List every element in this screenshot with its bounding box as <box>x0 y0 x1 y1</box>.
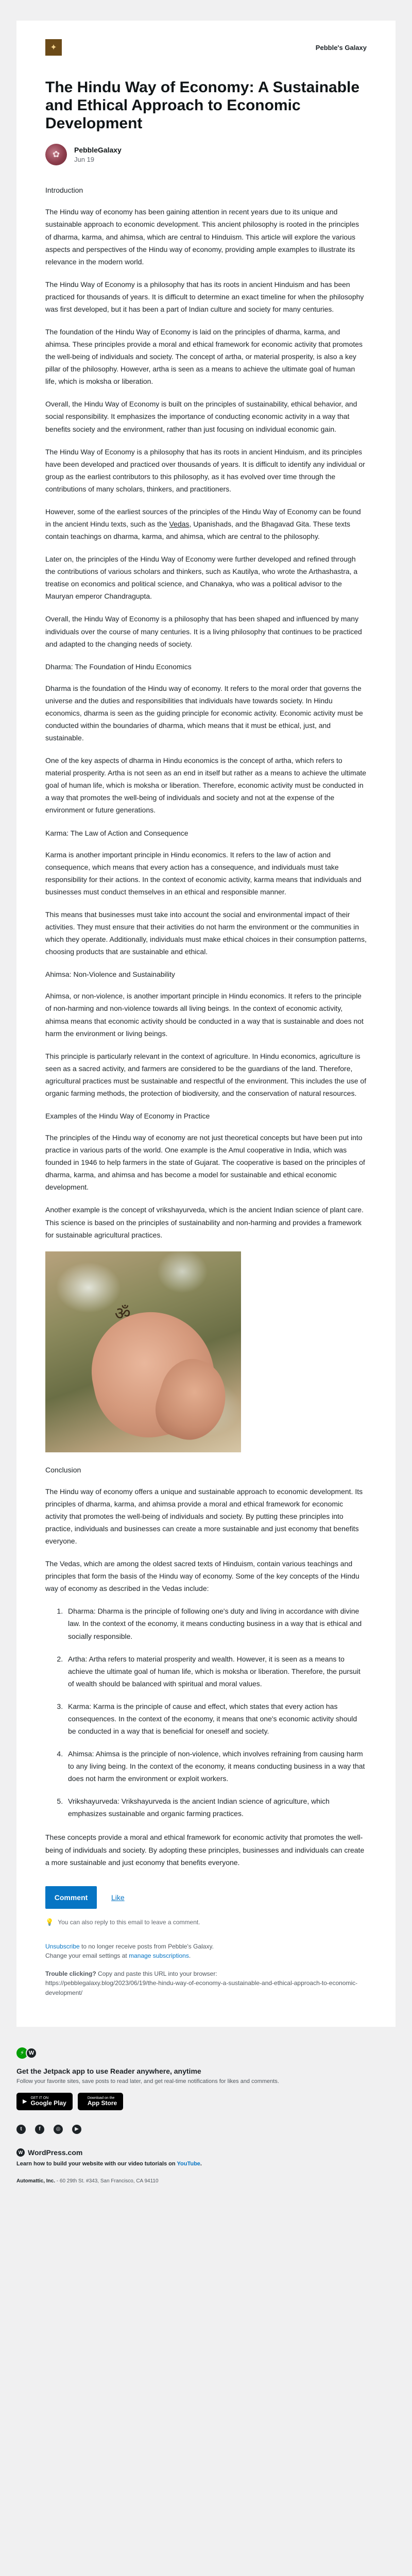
paragraph: This means that businesses must take into account the social and environmental impact of their activities. They must ensure that their activities do not harm the environment or the communities in which they operate. Additionally, individuals must make ethical choices in their consumption patterns, choosing products that are sustainable and ethical. <box>45 910 367 956</box>
social-links <box>16 2125 396 2134</box>
company-address <box>16 2178 396 2201</box>
like-link[interactable]: Like <box>111 1893 125 1902</box>
card-header <box>45 39 367 56</box>
paragraph: Karma is another important principle in Hindu economics. It refers to the law of action and consequence, which means that every action has a consequence, and individuals must take responsibility for their actions. In the context of economic activity, karma means that individuals and businesses must conduct themselves in an ethical and responsible manner. <box>45 850 362 896</box>
wordpress-logo-icon: W <box>16 2148 25 2157</box>
seed-in-hands-photo[interactable] <box>45 1251 241 1452</box>
section-heading: Introduction <box>45 186 83 195</box>
list-item: 5. Vrikshayurveda: Vrikshayurveda is the ancient Indian science of agriculture, which emphasizes sustainable and organic farming practices. <box>65 1795 367 1820</box>
section-heading: Karma: The Law of Action and Consequence <box>45 828 188 837</box>
post-date: Jun 19 <box>74 156 95 164</box>
wordpress-com-brand[interactable] <box>16 2148 396 2157</box>
lightbulb-icon: 💡 <box>45 1918 54 1926</box>
paragraph: The Hindu Way of Economy is a philosophy that has its roots in ancient Hinduism, and its principles have been developed and practiced over thousands of years. It is difficult to identify any individual or group as the earliest contributors to this philosophy, as it has evolved over time through the contributions of many scholars, thinkers, and practitioners. <box>45 447 365 493</box>
app-store-small: Download on the <box>87 2096 115 2100</box>
twitter-icon[interactable]: t <box>16 2125 26 2134</box>
site-name[interactable]: Pebble's Galaxy <box>315 43 367 52</box>
promo-text: Follow your favorite sites, save posts to read later, and get real-time notifications for likes and comments. <box>16 2078 279 2084</box>
list-item: 4. Ahimsa: Ahimsa is the principle of non-violence, which involves refraining from causing harm to any living being. In the context of the economy, it means conducting business in a way that does not harm the environment or exploit workers. <box>65 1748 367 1785</box>
paragraph-text: However, some of the earliest sources of the principles of the Hindu Way of Economy can be found in the ancient Hindu texts, such as the <box>45 507 361 528</box>
facebook-icon[interactable]: f <box>35 2125 44 2134</box>
concepts-list <box>45 1605 367 1820</box>
unsubscribe-text: to no longer receive posts from Pebble's Galaxy. <box>79 1942 214 1950</box>
youtube-icon[interactable]: ▶ <box>72 2125 81 2134</box>
post-actions <box>45 1886 367 1909</box>
wordpress-com-name: WordPress.com <box>28 2148 83 2157</box>
unsubscribe-line <box>45 1942 367 1961</box>
paragraph: The Hindu way of economy has been gaining attention in recent years due to its unique and sustainable approach to economic development. This ancient philosophy is rooted in the principles of dharma, karma, and ahimsa, which are central to Hinduism. This article will explore the various aspects and perspectives of the Hindu way of economy, providing ample examples to illustrate its relevance in the modern world. <box>45 208 359 266</box>
manage-subscriptions-link[interactable]: manage subscriptions <box>129 1952 189 1960</box>
learn-text: Learn how to build your website with our video tutorials on <box>16 2160 177 2167</box>
paragraph: Dharma is the foundation of the Hindu way of economy. It refers to the moral order that governs the universe and the duties and responsibilities that individuals have towards society. In Hindu economics, dharma is seen as the guiding principle for economic activity. Economic activity must be conducted within the boundaries of dharma, which means that it must be ethical, just, and sustainable. <box>45 684 363 742</box>
jetpack-icon: ⚡ <box>16 2047 28 2059</box>
paragraph <box>45 505 367 543</box>
paragraph: The foundation of the Hindu Way of Economy is laid on the principles of dharma, karma, and ahimsa. These principles provide a moral and ethical framework for economic activity that promotes the well-being of individuals and society. The concept of artha, or material prosperity, is also a key pillar of the philosophy. However, artha is seen as a means to achieve the ultimate goal of human life, which is moksha or liberation. <box>45 327 363 386</box>
section-heading: Dharma: The Foundation of Hindu Economics <box>45 662 192 671</box>
app-logos <box>16 2047 396 2059</box>
youtube-link[interactable]: YouTube <box>177 2160 200 2167</box>
paragraph: Overall, the Hindu Way of Economy is built on the principles of sustainability, ethical behavior, and social responsibility. It emphasizes the importance of conducting economic activity in a way that benefits society and the environment, rather than just focusing on individual economic gain. <box>45 400 357 433</box>
app-store-badge[interactable] <box>78 2093 123 2110</box>
jetpack-promo <box>16 2027 396 2201</box>
om-seed-icon: ॐ <box>114 1304 131 1324</box>
learn-line <box>16 2161 396 2167</box>
paragraph: One of the key aspects of dharma in Hindu economics is the concept of artha, which refers to material prosperity. Artha is not seen as an end in itself but rather as a means to achieve the ultimate goal of human life, which is moksha or liberation. Therefore, economic activity must be conducted in a way that promotes the well-being of individuals and society and not at the expense of the environment or future generations. <box>45 756 367 815</box>
unsubscribe-link[interactable]: Unsubscribe <box>45 1942 80 1950</box>
post-content <box>45 184 367 1868</box>
google-play-small: GET IT ON <box>30 2096 49 2100</box>
google-play-label: Google Play <box>30 2099 66 2107</box>
author-name[interactable]: PebbleGalaxy <box>74 146 122 155</box>
paragraph: The Hindu way of economy offers a unique and sustainable approach to economic development. Its principles of dharma, karma, and ahimsa provide a moral and ethical framework for economic activity that promotes the well-being of individuals and society. By putting these principles into practice, individuals and businesses can create a more sustainable and just economy that benefits everyone. <box>45 1487 363 1546</box>
site-logo-icon[interactable]: ✦ <box>45 39 62 56</box>
learn-suffix: . <box>200 2160 202 2167</box>
avatar[interactable]: ✿ <box>45 144 67 165</box>
google-play-badge[interactable] <box>16 2093 73 2110</box>
paragraph: Another example is the concept of vrikshayurveda, which is the ancient Indian science of plant care. This science is based on the principles of sustainability and non-harming and provides a framework for sustainable agricultural practices. <box>45 1206 364 1239</box>
paragraph: The principles of the Hindu way of economy are not just theoretical concepts but have been put into practice in various parts of the world. One example is the Amul cooperative in India, which was founded in 1946 to help farmers in the state of Gujarat. The cooperative is based on the principles of dharma, karma, and ahimsa and has become a model for sustainable and ethical economic development. <box>45 1133 365 1192</box>
footer-notes <box>45 1942 367 1998</box>
address-text: - 60 29th St. #343, San Francisco, CA 94110 <box>55 2178 159 2184</box>
paragraph: Ahimsa, or non-violence, is another important principle in Hindu economics. It refers to the principle of non-harming and non-violence towards all living beings. In the context of economic activity, ahimsa means that economic activity should be conducted in a way that is sustainable and does not harm the environment or living beings. <box>45 992 364 1038</box>
list-item: 1. Dharma: Dharma is the principle of following one's duty and living in accordance with divine law. In the context of the economy, it means conducting business in a way that is ethical and socially responsible. <box>65 1605 367 1642</box>
company-name: Automattic, Inc. <box>16 2178 56 2184</box>
app-store-label: App Store <box>87 2099 117 2107</box>
comment-button[interactable]: Comment <box>45 1886 97 1909</box>
section-heading: Conclusion <box>45 1465 81 1474</box>
change-settings-suffix: . <box>188 1952 191 1960</box>
paragraph: The Hindu Way of Economy is a philosophy that has its roots in ancient Hinduism and has been practiced for thousands of years. It is difficult to determine an exact timeline for when the philosophy was first developed, but it has been a part of Indian culture and society for many centuries. <box>45 280 364 313</box>
post-title[interactable]: The Hindu Way of Economy: A Sustainable and Ethical Approach to Economic Development <box>45 79 360 132</box>
section-heading: Ahimsa: Non-Violence and Sustainability <box>45 970 175 979</box>
paragraph-text: , Upanishads, and the Bhagavad Gita. These texts contain teachings on dharma, karma, and ahimsa, which are central to the philosophy. <box>45 520 351 541</box>
wordpress-icon: W <box>26 2047 37 2059</box>
paragraph: This principle is particularly relevant in the context of agriculture. In Hindu economics, agriculture is seen as a sacred activity, and farmers are considered to be the guardians of the land. Therefore, agricultural practices must be sustainable and respectful of the environment. This includes the use of organic farming methods, the protection of biodiversity, and the conservation of natural resources. <box>45 1052 367 1097</box>
paragraph: These concepts provide a moral and ethical framework for economic activity that promotes the well-being of individuals and society. By adopting these principles, businesses and individuals can create a more sustainable and just economy that benefits everyone. <box>45 1833 365 1867</box>
instagram-icon[interactable]: ◎ <box>54 2125 63 2134</box>
reply-note <box>45 1918 367 1926</box>
list-item: 2. Artha: Artha refers to material prosperity and wealth. However, it is seen as a means to achieve the ultimate goal of human life, which is moksha or liberation. Therefore, the pursuit of wealth should be balanced with spiritual and moral values. <box>65 1653 367 1690</box>
list-item: 3. Karma: Karma is the principle of cause and effect, which states that every action has consequences. In the context of the economy, it means that one's economic activity should be conducted in a way that is beneficial for oneself and society. <box>65 1700 367 1737</box>
paragraph: Overall, the Hindu Way of Economy is a philosophy that has been shaped and influenced by many individuals over the course of many centuries. It is a living philosophy that continues to be practiced and adapted to the changing needs of society. <box>45 615 362 648</box>
reply-note-text: You can also reply to this email to leave a comment. <box>58 1918 200 1926</box>
trouble-line <box>45 1969 367 1998</box>
change-settings-text: Change your email settings at <box>45 1952 129 1960</box>
post-card <box>16 21 396 2027</box>
store-badges <box>16 2093 396 2110</box>
paragraph: Later on, the principles of the Hindu Way of Economy were further developed and refined through the contributions of various scholars and thinkers, such as Kautilya, who wrote the Arthashastra, a treatise on economics and political science, and Chanakya, who was a political advisor to the Mauryan emperor Chandragupta. <box>45 555 358 601</box>
author-block <box>45 144 367 165</box>
paragraph: The Vedas, which are among the oldest sacred texts of Hinduism, contain various teachings and principles that form the basis of the Hindu way of economy. Some of the key concepts of the Hindu way of economy as described in the Vedas include: <box>45 1560 359 1593</box>
promo-title: Get the Jetpack app to use Reader anywhere, anytime <box>16 2066 201 2075</box>
play-icon: ▶ <box>23 2098 27 2105</box>
post-url[interactable]: https://pebblegalaxy.blog/2023/06/19/the-hindu-way-of-economy-a-sustainable-and-ethical-approach-to-economic-development/ <box>45 1979 358 1997</box>
trouble-text: Copy and paste this URL into your browser: <box>96 1970 217 1977</box>
section-heading: Examples of the Hindu Way of Economy in Practice <box>45 1111 210 1120</box>
trouble-label: Trouble clicking? <box>45 1970 96 1977</box>
vedas-link[interactable]: Vedas <box>169 520 190 528</box>
